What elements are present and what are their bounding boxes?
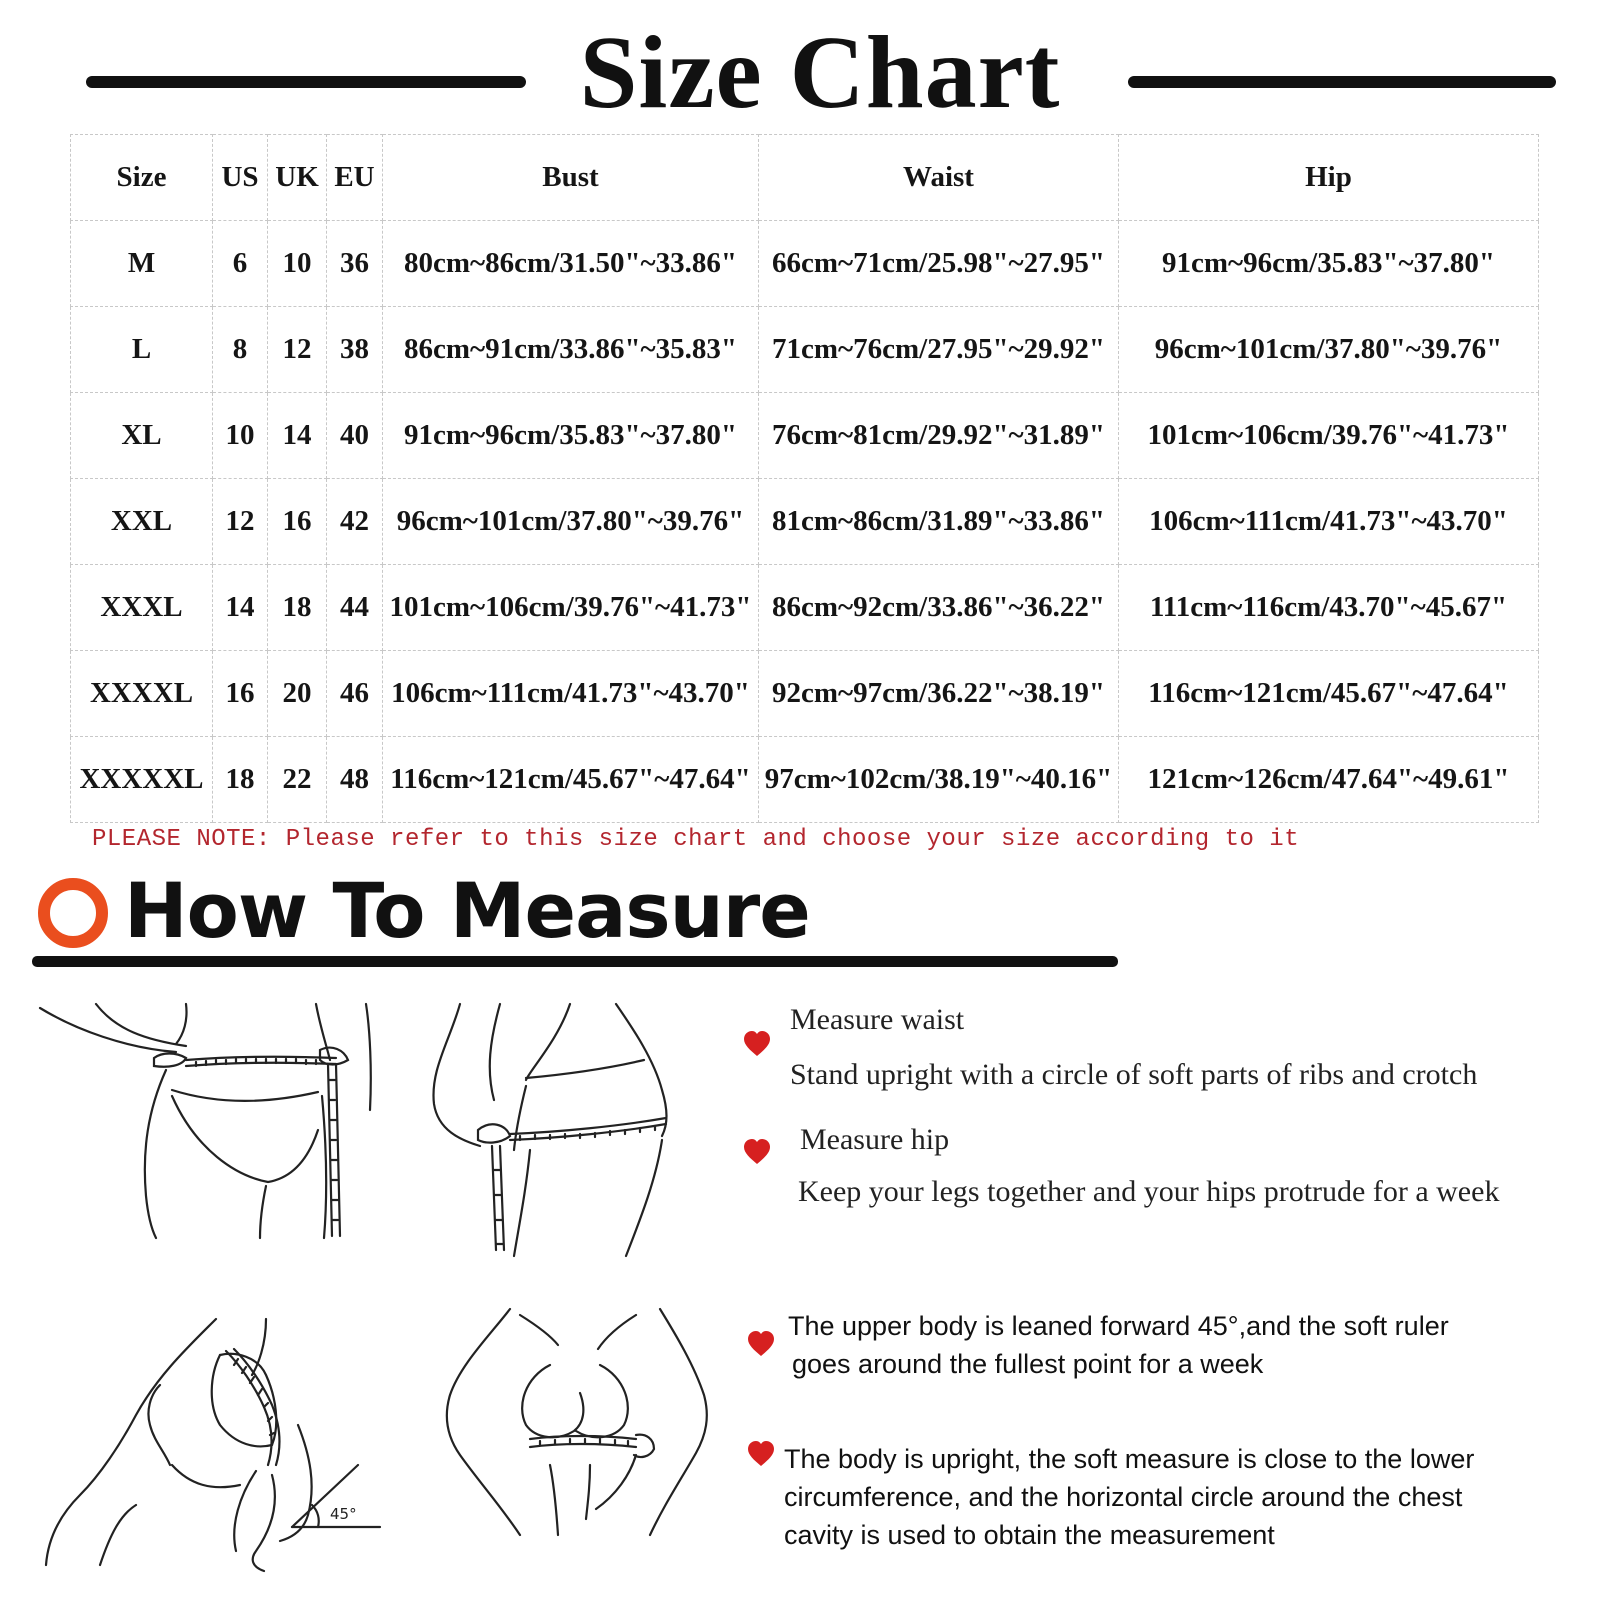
- table-header-row: [71, 135, 1539, 221]
- hip-side-illustration: [430, 1000, 690, 1260]
- cell-eu: 38: [327, 307, 383, 393]
- cell-uk: 20: [268, 651, 327, 737]
- underbust-front-illustration: [440, 1305, 720, 1565]
- underbust-line-3: cavity is used to obtain the measurement: [784, 1520, 1275, 1550]
- cell-hip: 96cm~101cm/37.80"~39.76": [1119, 307, 1539, 393]
- heart-icon: [742, 1138, 772, 1166]
- cell-hip: 121cm~126cm/47.64"~49.61": [1119, 737, 1539, 823]
- waist-text: Stand upright with a circle of soft parts of ribs and crotch: [790, 1058, 1478, 1091]
- cell-waist: 71cm~76cm/27.95"~29.92": [759, 307, 1119, 393]
- cell-us: 14: [213, 565, 268, 651]
- heart-icon: [746, 1330, 776, 1358]
- bust-lean-illustration: [40, 1315, 410, 1575]
- cell-bust: 101cm~106cm/39.76"~41.73": [383, 565, 759, 651]
- page-title: Size Chart: [579, 15, 1061, 130]
- cell-bust: 116cm~121cm/45.67"~47.64": [383, 737, 759, 823]
- cell-hip: 106cm~111cm/41.73"~43.70": [1119, 479, 1539, 565]
- cell-waist: 97cm~102cm/38.19"~40.16": [759, 737, 1119, 823]
- hip-heading: Measure hip: [800, 1123, 950, 1156]
- cell-size: XXXXXL: [71, 737, 213, 823]
- section-rule: [32, 956, 1118, 967]
- table-row: [71, 565, 1539, 651]
- cell-eu: 48: [327, 737, 383, 823]
- cell-bust: 86cm~91cm/33.86"~35.83": [383, 307, 759, 393]
- cell-hip: 116cm~121cm/45.67"~47.64": [1119, 651, 1539, 737]
- cell-size: XL: [71, 393, 213, 479]
- section-title: How To Measure: [124, 866, 810, 955]
- col-header-uk: UK: [268, 135, 327, 221]
- waist-front-illustration: [36, 1000, 386, 1240]
- col-header-bust: Bust: [383, 135, 759, 221]
- cell-hip: 101cm~106cm/39.76"~41.73": [1119, 393, 1539, 479]
- table-row: [71, 737, 1539, 823]
- cell-waist: 92cm~97cm/36.22"~38.19": [759, 651, 1119, 737]
- cell-size: XXXL: [71, 565, 213, 651]
- cell-eu: 42: [327, 479, 383, 565]
- table-row: [71, 479, 1539, 565]
- cell-us: 8: [213, 307, 268, 393]
- cell-uk: 16: [268, 479, 327, 565]
- title-rule-right: [1128, 76, 1556, 88]
- cell-eu: 44: [327, 565, 383, 651]
- size-table: [70, 134, 1539, 823]
- bust-lean-line-1: The upper body is leaned forward 45°,and the soft ruler: [788, 1311, 1449, 1341]
- cell-hip: 111cm~116cm/43.70"~45.67": [1119, 565, 1539, 651]
- cell-eu: 36: [327, 221, 383, 307]
- cell-waist: 66cm~71cm/25.98"~27.95": [759, 221, 1119, 307]
- cell-waist: 86cm~92cm/33.86"~36.22": [759, 565, 1119, 651]
- cell-us: 10: [213, 393, 268, 479]
- cell-uk: 12: [268, 307, 327, 393]
- table-row: [71, 651, 1539, 737]
- cell-uk: 22: [268, 737, 327, 823]
- cell-us: 12: [213, 479, 268, 565]
- cell-eu: 46: [327, 651, 383, 737]
- bust-lean-line-2: goes around the fullest point for a week: [792, 1349, 1264, 1379]
- waist-heading: Measure waist: [790, 1003, 965, 1036]
- cell-uk: 14: [268, 393, 327, 479]
- cell-bust: 96cm~101cm/37.80"~39.76": [383, 479, 759, 565]
- cell-hip: 91cm~96cm/35.83"~37.80": [1119, 221, 1539, 307]
- cell-waist: 76cm~81cm/29.92"~31.89": [759, 393, 1119, 479]
- col-header-waist: Waist: [759, 135, 1119, 221]
- cell-size: XXXXL: [71, 651, 213, 737]
- col-header-size: Size: [71, 135, 213, 221]
- table-row: [71, 393, 1539, 479]
- cell-us: 18: [213, 737, 268, 823]
- cell-uk: 10: [268, 221, 327, 307]
- underbust-text: [784, 1440, 1474, 1554]
- cell-us: 16: [213, 651, 268, 737]
- col-header-eu: EU: [327, 135, 383, 221]
- cell-bust: 106cm~111cm/41.73"~43.70": [383, 651, 759, 737]
- size-note: PLEASE NOTE: Please refer to this size chart and choose your size according to it: [92, 826, 1300, 853]
- cell-size: L: [71, 307, 213, 393]
- cell-uk: 18: [268, 565, 327, 651]
- col-header-us: US: [213, 135, 268, 221]
- cell-bust: 80cm~86cm/31.50"~33.86": [383, 221, 759, 307]
- cell-waist: 81cm~86cm/31.89"~33.86": [759, 479, 1119, 565]
- cell-us: 6: [213, 221, 268, 307]
- section-circle-icon: [38, 878, 108, 948]
- bust-lean-text: [788, 1307, 1449, 1383]
- heart-icon: [746, 1440, 776, 1468]
- cell-size: XXL: [71, 479, 213, 565]
- underbust-line-2: circumference, and the horizontal circle around the chest: [784, 1482, 1463, 1512]
- angle-label: 45°: [330, 1505, 357, 1523]
- cell-bust: 91cm~96cm/35.83"~37.80": [383, 393, 759, 479]
- title-rule-left: [86, 76, 526, 88]
- cell-eu: 40: [327, 393, 383, 479]
- col-header-hip: Hip: [1119, 135, 1539, 221]
- cell-size: M: [71, 221, 213, 307]
- table-row: [71, 307, 1539, 393]
- table-row: [71, 221, 1539, 307]
- table-body: [71, 221, 1539, 823]
- title-row: [0, 15, 1600, 130]
- heart-icon: [742, 1030, 772, 1058]
- underbust-line-1: The body is upright, the soft measure is close to the lower: [784, 1444, 1475, 1474]
- hip-text: Keep your legs together and your hips protrude for a week: [798, 1175, 1500, 1208]
